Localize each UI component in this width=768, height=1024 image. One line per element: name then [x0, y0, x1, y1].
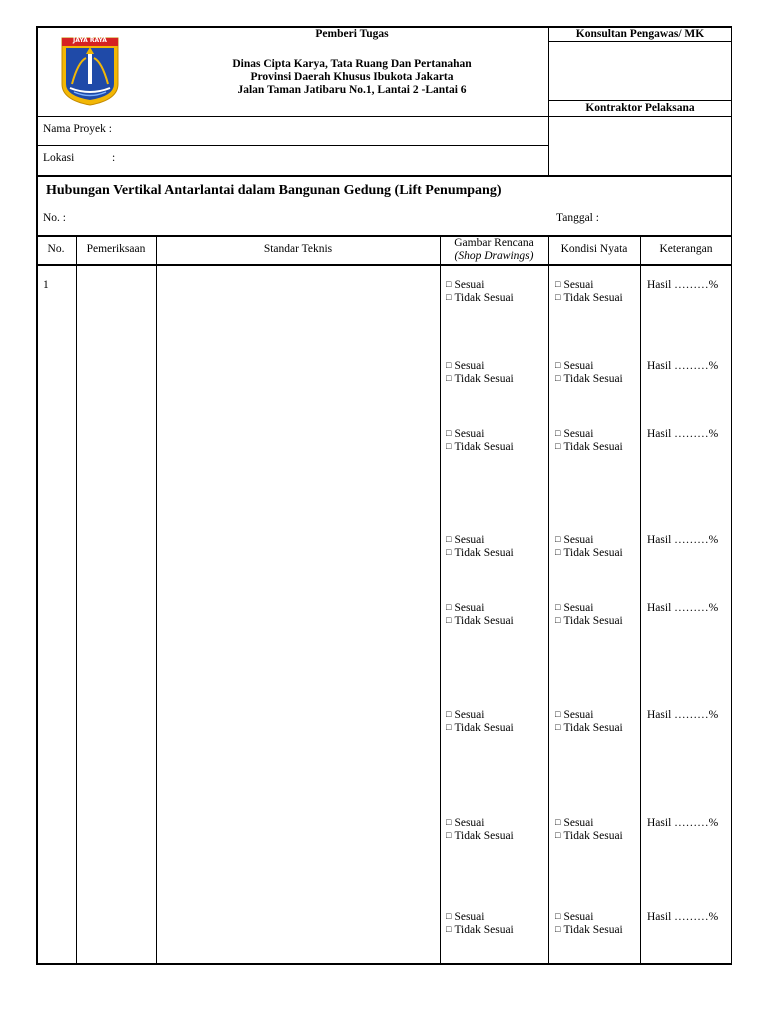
tidak-sesuai-label: Tidak Sesuai — [563, 722, 623, 734]
gambar-options — [446, 534, 514, 560]
no-label: No. : — [43, 212, 66, 224]
agency-province: Provinsi Daerah Khusus Ibukota Jakarta — [250, 71, 454, 83]
lokasi-label: Lokasi — [43, 152, 75, 164]
sesuai-label: Sesuai — [563, 360, 594, 372]
tidak-sesuai-label: Tidak Sesuai — [454, 292, 514, 304]
sesuai-option — [555, 709, 623, 722]
project-bottom — [36, 175, 732, 177]
sesuai-option — [555, 279, 623, 292]
checkbox[interactable]: □ — [555, 709, 561, 719]
tidak-sesuai-option — [555, 441, 623, 454]
gambar-options — [446, 602, 514, 628]
form-title: Hubungan Vertikal Antarlantai dalam Bangunan Gedung (Lift Penumpang) — [46, 183, 502, 198]
sesuai-label: Sesuai — [563, 279, 594, 291]
hasil-percent: Hasil ………% — [647, 602, 719, 614]
gambar-options — [446, 709, 514, 735]
tidak-sesuai-label: Tidak Sesuai — [454, 615, 514, 627]
gambar-options — [446, 279, 514, 305]
checkbox[interactable]: □ — [555, 360, 561, 370]
sesuai-option — [555, 360, 623, 373]
nama-proyek-label: Nama Proyek : — [43, 123, 112, 135]
sesuai-label: Sesuai — [563, 817, 594, 829]
checkbox[interactable]: □ — [555, 373, 561, 383]
agency-address: Jalan Taman Jatibaru No.1, Lantai 2 -Lantai 6 — [237, 84, 467, 96]
hasil-percent: Hasil ………% — [647, 428, 719, 440]
col-line-1 — [76, 236, 77, 964]
checkbox[interactable]: □ — [555, 279, 561, 289]
hasil-percent: Hasil ………% — [647, 534, 719, 546]
table-header-bottom — [36, 264, 732, 266]
tidak-sesuai-option — [446, 615, 514, 628]
kondisi-options — [555, 360, 623, 386]
tidak-sesuai-label: Tidak Sesuai — [563, 830, 623, 842]
sesuai-option — [446, 911, 514, 924]
nama-proyek-divider — [36, 145, 549, 146]
checkbox[interactable]: □ — [446, 428, 452, 438]
kondisi-options — [555, 709, 623, 735]
sesuai-label: Sesuai — [454, 709, 485, 721]
tidak-sesuai-label: Tidak Sesuai — [454, 373, 514, 385]
col-line-2 — [156, 236, 157, 964]
sesuai-label: Sesuai — [454, 360, 485, 372]
sesuai-label: Sesuai — [454, 279, 485, 291]
tidak-sesuai-label: Tidak Sesuai — [563, 441, 623, 453]
consultant-divider — [548, 41, 732, 42]
sesuai-option — [446, 602, 514, 615]
kondisi-options — [555, 279, 623, 305]
header-no: No. — [47, 243, 65, 255]
sesuai-option — [446, 360, 514, 373]
sesuai-option — [555, 428, 623, 441]
kondisi-options — [555, 911, 623, 937]
sesuai-label: Sesuai — [563, 911, 594, 923]
header-bottom-left — [36, 116, 549, 117]
kondisi-options — [555, 534, 623, 560]
gambar-options — [446, 911, 514, 937]
contractor-label: Kontraktor Pelaksana — [585, 102, 695, 114]
tidak-sesuai-option — [555, 722, 623, 735]
checkbox[interactable]: □ — [555, 534, 561, 544]
border-left — [36, 26, 38, 965]
pemberi-tugas-label: Pemberi Tugas — [315, 28, 389, 40]
sesuai-option — [555, 602, 623, 615]
checkbox[interactable]: □ — [446, 292, 452, 302]
tanggal-label: Tanggal : — [556, 212, 599, 224]
contractor-divider — [548, 116, 732, 117]
checkbox[interactable]: □ — [446, 441, 452, 451]
sesuai-label: Sesuai — [563, 602, 594, 614]
sesuai-label: Sesuai — [563, 534, 594, 546]
gambar-options — [446, 817, 514, 843]
jakarta-emblem-logo — [60, 34, 120, 106]
checkbox[interactable]: □ — [555, 602, 561, 612]
sesuai-option — [446, 279, 514, 292]
hasil-percent: Hasil ………% — [647, 709, 719, 721]
sesuai-option — [446, 709, 514, 722]
checkbox[interactable]: □ — [446, 911, 452, 921]
checkbox[interactable]: □ — [446, 360, 452, 370]
tidak-sesuai-option — [555, 373, 623, 386]
checkbox[interactable]: □ — [555, 547, 561, 557]
col-line-5 — [640, 236, 641, 964]
checkbox[interactable]: □ — [446, 602, 452, 612]
tidak-sesuai-option — [555, 924, 623, 937]
checkbox[interactable]: □ — [555, 615, 561, 625]
gambar-options — [446, 428, 514, 454]
tidak-sesuai-label: Tidak Sesuai — [563, 373, 623, 385]
kondisi-options — [555, 428, 623, 454]
tidak-sesuai-label: Tidak Sesuai — [454, 830, 514, 842]
checkbox[interactable]: □ — [446, 615, 452, 625]
checkbox[interactable]: □ — [555, 428, 561, 438]
row-number: 1 — [43, 279, 49, 291]
hasil-percent: Hasil ………% — [647, 911, 719, 923]
checkbox[interactable]: □ — [555, 722, 561, 732]
tidak-sesuai-option — [555, 830, 623, 843]
kondisi-options — [555, 602, 623, 628]
header-gambar-rencana: Gambar Rencana — [454, 237, 534, 249]
sesuai-label: Sesuai — [454, 602, 485, 614]
logo-text: JAYA RAYA — [73, 37, 107, 44]
header-shop-drawings: (Shop Drawings) — [454, 250, 534, 262]
sesuai-label: Sesuai — [454, 534, 485, 546]
sesuai-label: Sesuai — [563, 709, 594, 721]
tidak-sesuai-option — [446, 441, 514, 454]
header-pemeriksaan: Pemeriksaan — [86, 243, 146, 255]
tidak-sesuai-option — [446, 373, 514, 386]
sesuai-option — [555, 534, 623, 547]
checkbox[interactable]: □ — [555, 441, 561, 451]
tidak-sesuai-option — [446, 292, 514, 305]
checkbox[interactable]: □ — [446, 817, 452, 827]
checkbox[interactable]: □ — [446, 709, 452, 719]
tidak-sesuai-label: Tidak Sesuai — [563, 924, 623, 936]
tidak-sesuai-option — [555, 547, 623, 560]
tidak-sesuai-label: Tidak Sesuai — [563, 615, 623, 627]
checkbox[interactable]: □ — [555, 292, 561, 302]
checkbox[interactable]: □ — [446, 534, 452, 544]
tidak-sesuai-label: Tidak Sesuai — [563, 292, 623, 304]
header-kondisi-nyata: Kondisi Nyata — [560, 243, 628, 255]
tidak-sesuai-label: Tidak Sesuai — [454, 547, 514, 559]
consultant-label: Konsultan Pengawas/ MK — [575, 28, 705, 40]
checkbox[interactable]: □ — [555, 924, 561, 934]
hasil-percent: Hasil ………% — [647, 360, 719, 372]
tidak-sesuai-option — [555, 615, 623, 628]
sesuai-option — [555, 817, 623, 830]
header-standar-teknis: Standar Teknis — [263, 243, 333, 255]
sesuai-option — [446, 817, 514, 830]
hasil-percent: Hasil ………% — [647, 279, 719, 291]
checkbox[interactable]: □ — [446, 547, 452, 557]
checkbox[interactable]: □ — [446, 373, 452, 383]
sesuai-label: Sesuai — [454, 428, 485, 440]
tidak-sesuai-label: Tidak Sesuai — [454, 722, 514, 734]
gambar-options — [446, 360, 514, 386]
checkbox[interactable]: □ — [555, 830, 561, 840]
col-line-4 — [548, 236, 549, 964]
tidak-sesuai-label: Tidak Sesuai — [563, 547, 623, 559]
tidak-sesuai-option — [446, 547, 514, 560]
border-bottom — [36, 963, 732, 965]
checkbox[interactable]: □ — [555, 911, 561, 921]
tidak-sesuai-option — [446, 722, 514, 735]
sesuai-label: Sesuai — [454, 817, 485, 829]
sesuai-label: Sesuai — [563, 428, 594, 440]
tidak-sesuai-option — [555, 292, 623, 305]
hasil-percent: Hasil ………% — [647, 817, 719, 829]
tidak-sesuai-option — [446, 830, 514, 843]
checkbox[interactable]: □ — [446, 722, 452, 732]
sesuai-option — [446, 534, 514, 547]
kondisi-options — [555, 817, 623, 843]
table-header-top — [36, 235, 732, 237]
checkbox[interactable]: □ — [555, 817, 561, 827]
col-line-3 — [440, 236, 441, 964]
lokasi-colon: : — [112, 152, 116, 164]
checkbox[interactable]: □ — [446, 830, 452, 840]
tidak-sesuai-option — [446, 924, 514, 937]
agency-name: Dinas Cipta Karya, Tata Ruang Dan Pertanahan — [232, 58, 472, 70]
checkbox[interactable]: □ — [446, 279, 452, 289]
checkbox[interactable]: □ — [446, 924, 452, 934]
border-right — [731, 26, 732, 965]
tidak-sesuai-label: Tidak Sesuai — [454, 441, 514, 453]
form-frame — [36, 26, 732, 965]
header-keterangan: Keterangan — [659, 243, 713, 255]
tidak-sesuai-label: Tidak Sesuai — [454, 924, 514, 936]
sesuai-label: Sesuai — [454, 911, 485, 923]
sesuai-option — [555, 911, 623, 924]
consultant-box-bottom — [548, 100, 732, 101]
sesuai-option — [446, 428, 514, 441]
